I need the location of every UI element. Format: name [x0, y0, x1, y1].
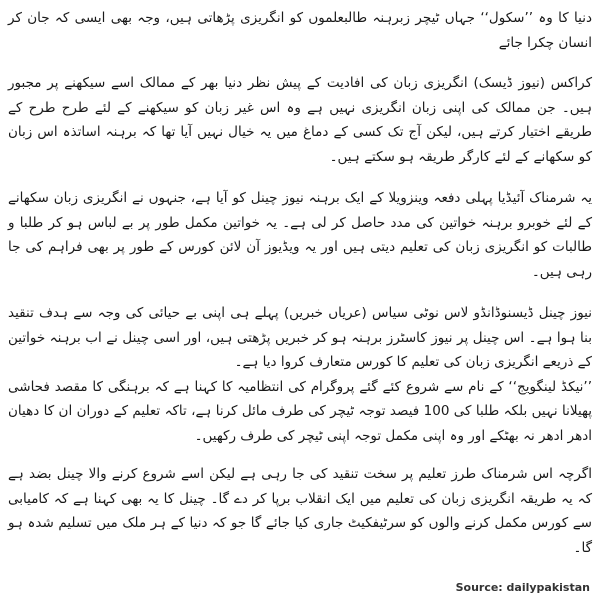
article-paragraph: نیوز چینل ڈیسنوڈانڈو لاس نوٹی سیاس (عریاں خبریں) پہلے ہی اپنی بے حیائی کی وجہ سے ہدف تنقید بنا ہوا ہے۔ اس چینل پر نیوز کاسٹرز برہنہ ہو کر خبریں پڑھتی ہیں، اور اسی چینل نے اب برہنہ خواتین کے ذریعے انگریزی زبان کی تعلیم کا کورس متعارف کروا دیا ہے۔ [8, 305, 592, 370]
source-credit: Source: dailypakistan [455, 581, 590, 594]
article-paragraph: یہ شرمناک آئیڈیا پہلی دفعہ وینزویلا کے ایک برہنہ نیوز چینل کو آیا ہے، جنہوں نے انگریزی زبان سکھانے کے لئے خوبرو برہنہ خواتین کی مدد حاصل کر لی ہے۔ یہ خواتین مکمل طور پر بے لباس ہو کر طلبا و طالبات کو انگریزی زبان کی تعلیم دیتی ہیں اور یہ ویڈیوز آن لائن کورس کے طور پر بھی فراہم کی جا رہی ہیں۔ [8, 190, 592, 280]
article-paragraph: کراکس (نیوز ڈیسک) انگریزی زبان کی افادیت کے پیش نظر دنیا بھر کے ممالک اسے سیکھنے پر مجبور ہیں۔ جن ممالک کی اپنی زبان انگریزی نہیں ہے وہ اس غیر زبان کو سیکھنے کے لئے طرح طرح کے طریقے اختیار کرتے ہیں، لیکن آج تک کسی کے دماغ میں یہ خیال نہیں آیا تھا کہ برہنہ اساتذہ اس زبان کو سکھانے کے لئے کارگر طریقہ ہو سکتے ہیں۔ [8, 75, 592, 165]
article-paragraph: ’’نیکڈ لینگویج‘‘ کے نام سے شروع کئے گئے پروگرام کی انتظامیہ کا کہنا ہے کہ برہنگی کا مقصد فحاشی پھیلانا نہیں بلکہ طلبا کی 100 فیصد توجہ ٹیچر کی طرف مائل کرنا ہے، تاکہ تعلیم کے دوران ان کا دھیان ادھر ادھر نہ بھٹکے اور وہ اپنی مکمل توجہ اپنی ٹیچر کی طرف رکھیں۔ [8, 378, 592, 444]
article-paragraph: اگرچہ اس شرمناک طرز تعلیم پر سخت تنقید کی جا رہی ہے لیکن اسے شروع کرنے والا چینل بضد ہے کہ یہ طریقہ انگریزی زبان کی تعلیم میں ایک انقلاب برپا کر دے گا۔ چینل کا یہ بھی کہنا ہے کہ کامیابی سے کورس مکمل کرنے والوں کو سرٹیفکیٹ جاری کیا جائے گا جو کہ دنیا کے ہر ملک میں تسلیم شدہ ہو گا۔ [8, 466, 592, 556]
article-body [8, 6, 592, 560]
article-headline-paragraph: دنیا کا وہ ’’سکول‘‘ جہاں ٹیچر زبرہنہ طالبعلموں کو انگریزی پڑھاتی ہیں، وجہ بھی ایسی کہ جان کر انسان چکرا جائے [8, 10, 592, 51]
